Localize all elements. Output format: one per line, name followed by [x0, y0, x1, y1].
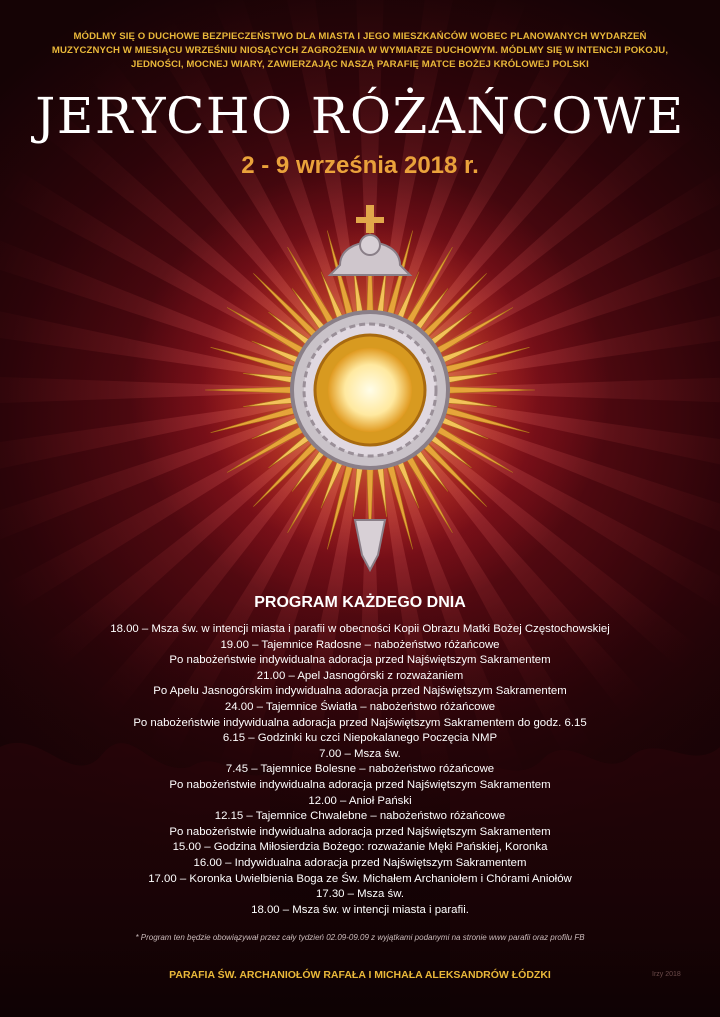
footnote: * Program ten będzie obowiązywał przez cały tydzień 02.09-09.09 z wyjątkami podanymi na stronie www parafii oraz profilu FB	[135, 933, 585, 942]
intro-text	[30, 30, 690, 72]
schedule-item: 16.00 – Indywidualna adoracja przed Najświętszym Sakramentem	[193, 856, 527, 869]
program-heading: PROGRAM KAŻDEGO DNIA	[254, 594, 466, 611]
schedule-item: 21.00 – Apel Jasnogórski z rozważaniem	[256, 669, 464, 682]
intro-line: JEDNOŚCI, MOCNEJ WIARY, ZAWIERZAJĄC NASZĄ PARAFIĘ MATCE BOŻEJ KRÓLOWEJ POLSKI	[131, 59, 589, 70]
schedule-item: Po nabożeństwie indywidualna adoracja przed Najświętszym Sakramentem	[169, 825, 551, 838]
schedule-item: Po nabożeństwie indywidualna adoracja przed Najświętszym Sakramentem	[169, 778, 551, 791]
schedule-list	[20, 622, 700, 918]
schedule-item: 12.00 – Anioł Pański	[308, 794, 412, 807]
intro-line: MUZYCZNYCH W MIESIĄCU WRZEŚNIU NIOSĄCYCH ZAGROŻENIA W WYMIARZE DUCHOWYM. MÓDLMY SIĘ W INTENCJI POKOJU,	[51, 45, 669, 56]
schedule-item: 7.45 – Tajemnice Bolesne – nabożeństwo różańcowe	[225, 763, 495, 776]
artist-signature: Irzy 2018	[652, 971, 681, 978]
monstrance-image	[190, 175, 550, 595]
schedule-item: 6.15 – Godzinki ku czci Niepokalanego Poczęcia NMP	[222, 732, 498, 745]
schedule-item: 18.00 – Msza św. w intencji miasta i parafii w obecności Kopii Obrazu Matki Bożej Częstochowskiej	[110, 623, 610, 635]
schedule-item: Po nabożeństwie indywidualna adoracja przed Najświętszym Sakramentem	[169, 654, 551, 667]
schedule-item: 24.00 – Tajemnice Światła – nabożeństwo różańcowe	[224, 700, 496, 713]
schedule-item: 12.15 – Tajemnice Chwalebne – nabożeństwo różańcowe	[214, 810, 506, 823]
schedule-item: 15.00 – Godzina Miłosierdzia Bożego: rozważanie Męki Pańskiej, Koronka	[172, 841, 548, 854]
schedule-item: 18.00 – Msza św. w intencji miasta i parafii.	[251, 903, 469, 916]
event-dates: 2 - 9 września 2018 r.	[241, 152, 479, 179]
intro-line: MÓDLMY SIĘ O DUCHOWE BEZPIECZEŃSTWO DLA MIASTA I JEGO MIESZKAŃCÓW WOBEC PLANOWANYCH WYDARZEŃ	[73, 31, 647, 42]
schedule-item: 17.00 – Koronka Uwielbienia Boga ze Św. Michałem Archaniołem i Chórami Aniołów	[148, 872, 572, 885]
schedule-item: 19.00 – Tajemnice Radosne – nabożeństwo różańcowe	[220, 638, 500, 651]
schedule-item: Po Apelu Jasnogórskim indywidualna adoracja przed Najświętszym Sakramentem	[153, 685, 567, 698]
parish-name: PARAFIA ŚW. ARCHANIOŁÓW RAFAŁA I MICHAŁA ALEKSANDRÓW ŁÓDZKI	[169, 969, 551, 981]
schedule-item: 17.30 – Msza św.	[315, 888, 404, 901]
schedule-item: Po nabożeństwie indywidualna adoracja przed Najświętszym Sakramentem do godz. 6.15	[133, 716, 587, 729]
poster-title: JERYCHO RÓŻAŃCOWE	[35, 87, 685, 145]
schedule-item: 7.00 – Msza św.	[319, 747, 401, 760]
